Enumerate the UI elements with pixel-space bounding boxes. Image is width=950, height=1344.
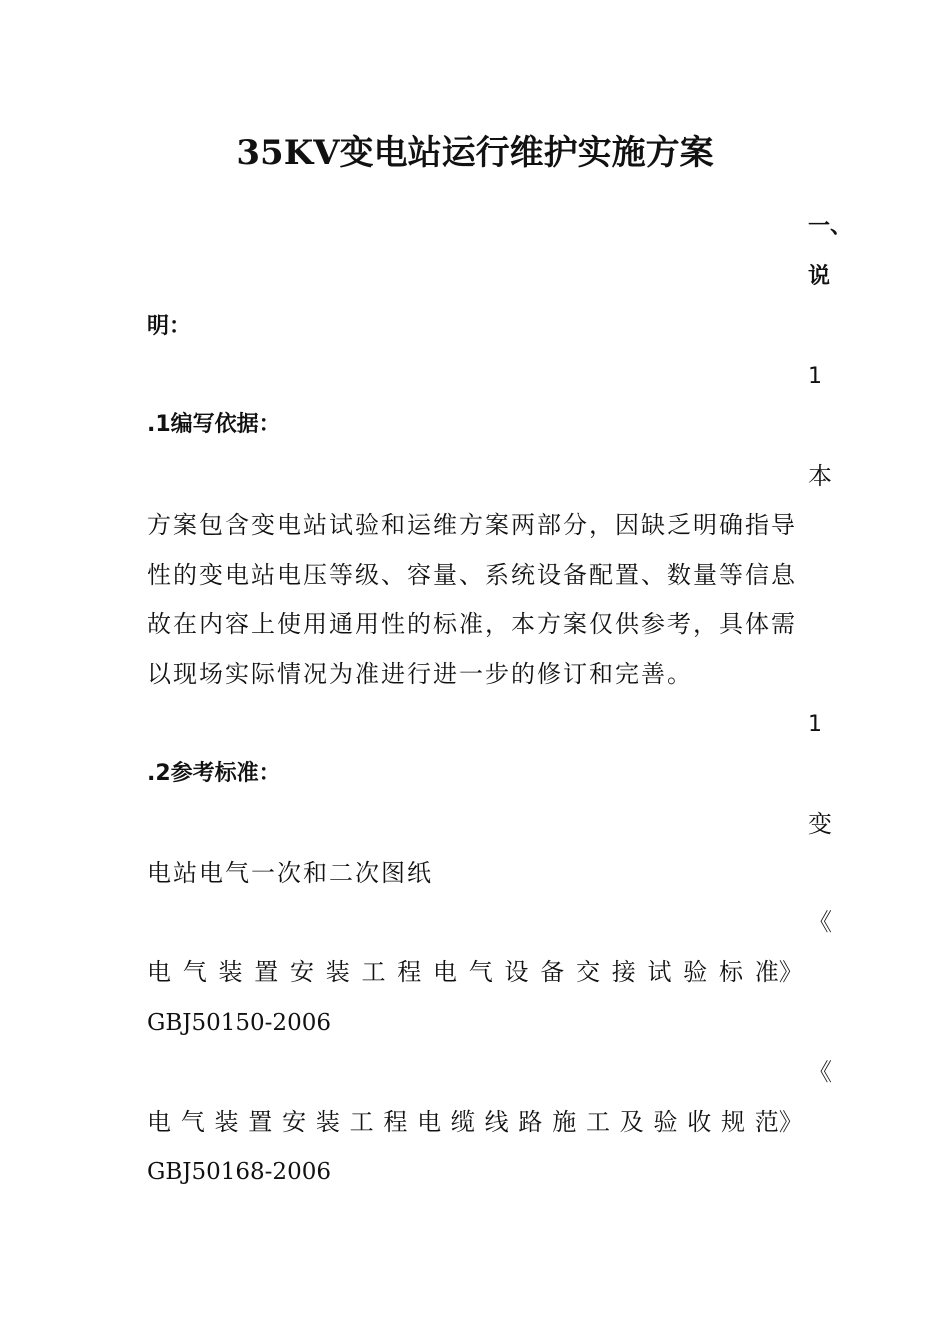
reference-2-char: 气 — [468, 958, 493, 986]
reference-2-char: 安 — [290, 958, 314, 986]
section-1-1-heading: .1编写依据： — [147, 412, 281, 437]
reference-3-open-bracket: 《 — [808, 1058, 832, 1086]
reference-3-char: 气 — [180, 1108, 205, 1136]
paragraph-line: 方案包含变电站试验和运维方案两部分，因缺乏明确指导 — [147, 511, 797, 539]
reference-2-char: 备 — [540, 958, 565, 986]
reference-3-code: GBJ50168-2006 — [147, 1159, 331, 1185]
reference-3-char: 装 — [315, 1108, 340, 1136]
reference-3-char: 线 — [484, 1108, 509, 1136]
reference-3-char: 工 — [585, 1108, 610, 1136]
reference-3-char: 装 — [214, 1108, 239, 1136]
reference-3-char: 范》 — [754, 1108, 803, 1136]
reference-3-char: 缆 — [450, 1108, 475, 1136]
section-1-number: 一、 — [808, 214, 853, 239]
reference-3-char: 安 — [282, 1108, 307, 1136]
reference-3-char: 验 — [653, 1108, 678, 1136]
section-1-1-number: 1 — [808, 364, 822, 389]
reference-3-title — [147, 1110, 803, 1134]
reference-3-char: 收 — [687, 1108, 712, 1136]
section-1-2-number: 1 — [808, 712, 822, 737]
paragraph-line: 故在内容上使用通用性的标准，本方案仅供参考，具体需 — [147, 610, 797, 638]
reference-2-char: 气 — [182, 958, 207, 986]
reference-3-char: 置 — [248, 1108, 273, 1136]
reference-2-char: 装 — [218, 958, 243, 986]
reference-2-char: 准》 — [754, 958, 803, 986]
paragraph-first-char: 本 — [808, 462, 832, 490]
reference-2-code: GBJ50150-2006 — [147, 1010, 331, 1036]
reference-3-char: 工 — [349, 1108, 374, 1136]
reference-2-char: 装 — [325, 958, 350, 986]
paragraph-line: 性的变电站电压等级、容量、系统设备配置、数量等信息 — [147, 561, 797, 589]
section-1-2-heading: .2参考标准： — [147, 761, 281, 786]
reference-2-char: 交 — [576, 958, 600, 986]
reference-2-char: 验 — [683, 958, 708, 986]
reference-2-title — [147, 960, 803, 984]
section-1-heading-end: 明： — [147, 314, 192, 339]
reference-2-char: 试 — [647, 958, 672, 986]
reference-3-char: 电 — [417, 1108, 442, 1136]
reference-2-char: 工 — [361, 958, 386, 986]
reference-3-char: 及 — [619, 1108, 644, 1136]
reference-3-char: 施 — [552, 1108, 577, 1136]
reference-2-char: 电 — [433, 958, 457, 986]
reference-1-first-char: 变 — [808, 810, 832, 838]
reference-3-char: 程 — [383, 1108, 408, 1136]
reference-2-char: 标 — [719, 958, 743, 986]
paragraph-line: 以现场实际情况为准进行进一步的修订和完善。 — [147, 660, 693, 688]
reference-2-char: 程 — [397, 958, 422, 986]
reference-2-open-bracket: 《 — [808, 908, 832, 936]
reference-2-char: 接 — [611, 958, 636, 986]
reference-3-char: 路 — [518, 1108, 543, 1136]
reference-3-char: 电 — [147, 1108, 171, 1136]
reference-2-char: 置 — [254, 958, 279, 986]
reference-1-text: 电站电气一次和二次图纸 — [147, 859, 433, 887]
reference-2-char: 电 — [147, 958, 171, 986]
section-1-heading-start: 说 — [808, 264, 831, 289]
reference-2-char: 设 — [504, 958, 529, 986]
reference-3-char: 规 — [721, 1108, 746, 1136]
document-title: 35KV变电站运行维护实施方案 — [236, 133, 714, 173]
